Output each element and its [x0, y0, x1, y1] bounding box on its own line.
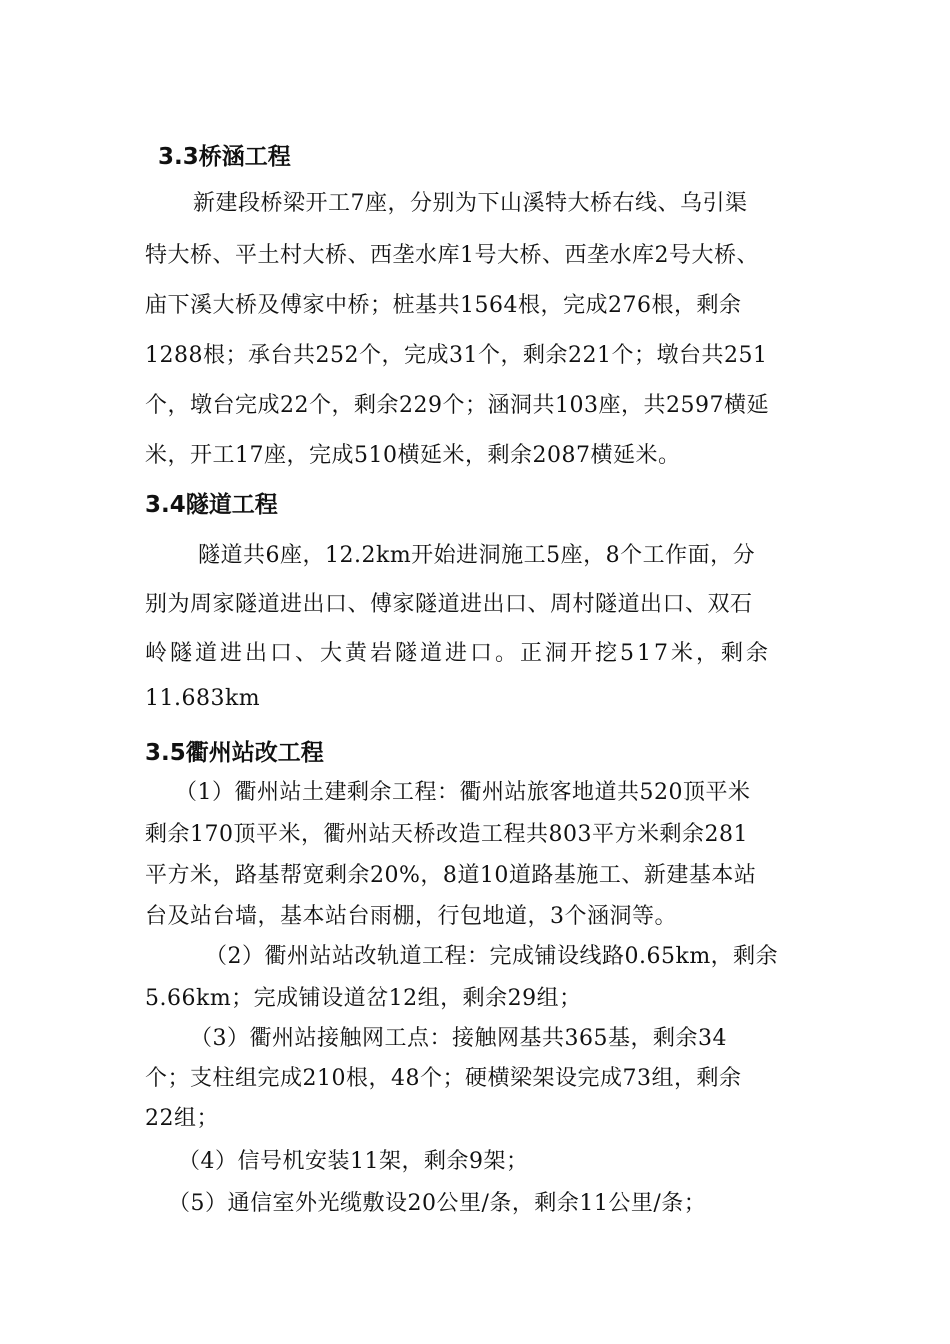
paragraph-line: 11.683km	[145, 686, 261, 711]
paragraph-line: 5.66km；完成铺设道岔12组，剩余29组；	[145, 986, 582, 1011]
paragraph-line: 新建段桥梁开工7座，分别为下山溪特大桥右线、乌引渠	[193, 191, 748, 216]
paragraph-line: 1288根；承台共252个，完成31个，剩余221个；墩台共251	[145, 343, 768, 368]
paragraph-line: （3）衢州站接触网工点：接触网基共365基，剩余34	[190, 1026, 727, 1051]
paragraph-line: （5）通信室外光缆敷设20公里/条，剩余11公里/条；	[168, 1191, 707, 1216]
paragraph-line: 庙下溪大桥及傅家中桥；桩基共1564根，完成276根，剩余	[145, 293, 742, 318]
paragraph-line: 个；支柱组完成210根，48个；硬横梁架设完成73组，剩余	[145, 1066, 742, 1091]
section-heading-quzhou-station: 3.5衢州站改工程	[145, 740, 324, 766]
paragraph-line: 岭隧道进出口、大黄岩隧道进口。正洞开挖517米，剩余	[145, 641, 771, 666]
paragraph-line: （2）衢州站站改轨道工程：完成铺设线路0.65km，剩余	[205, 944, 779, 969]
paragraph-line: 剩余170顶平米，衢州站天桥改造工程共803平方米剩余281	[145, 822, 748, 847]
paragraph-line: 隧道共6座，12.2km开始进洞施工5座，8个工作面，分	[198, 543, 756, 568]
paragraph-line: 米，开工17座，完成510横延米，剩余2087横延米。	[145, 443, 681, 468]
paragraph-line: （4）信号机安装11架，剩余9架；	[178, 1149, 529, 1174]
paragraph-line: 个，墩台完成22个，剩余229个；涵洞共103座，共2597横延	[145, 393, 769, 418]
paragraph-line: 特大桥、平土村大桥、西垄水库1号大桥、西垄水库2号大桥、	[145, 243, 759, 268]
paragraph-line: 台及站台墙，基本站台雨棚，行包地道，3个涵洞等。	[145, 904, 677, 929]
section-heading-bridges: 3.3桥涵工程	[158, 144, 291, 170]
paragraph-line: 22组；	[145, 1106, 219, 1131]
section-heading-tunnels: 3.4隧道工程	[145, 492, 278, 518]
paragraph-line: （1）衢州站土建剩余工程：衢州站旅客地道共520顶平米	[175, 780, 751, 805]
paragraph-line: 别为周家隧道进出口、傅家隧道进出口、周村隧道出口、双石	[145, 592, 753, 617]
paragraph-line: 平方米，路基帮宽剩余20%，8道10道路基施工、新建基本站	[145, 863, 757, 888]
